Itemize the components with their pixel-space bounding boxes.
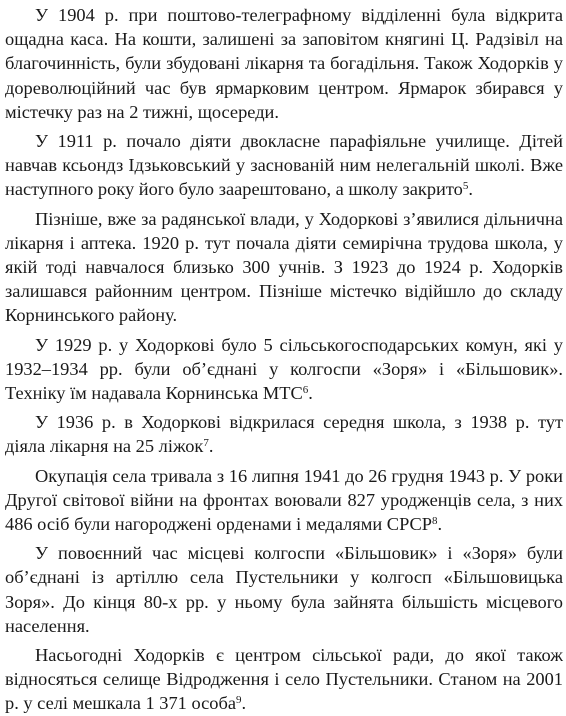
paragraph-4 [5,333,563,406]
paragraph-tail: . [437,514,443,535]
paragraph-text: У 1904 р. при поштово-телеграфному відділенні була відкрита ощадна каса. На кошти, залишені за заповітом княгині Ц. Радзівіл на благочинність, були збудовані лікарня та богадільня. Також Ходорків у дореволюційний час був ярмарковим центром. Ярмарок збирався у містечку раз на 2 тижні, щосереди. [5,5,563,122]
footnote-ref[interactable]: 6 [302,384,309,397]
paragraph-tail: . [308,383,313,404]
paragraph-tail: . [468,179,473,200]
paragraph-6 [5,464,563,537]
paragraph-7 [5,541,563,638]
footnote-ref[interactable]: 5 [462,180,469,193]
paragraph-text: Насьогодні Ходорків є центром сільської ради, до якої також відносяться селище Відродження і село Пустельники. Станом на 2001 р. у селі мешкала 1 371 особа [5,645,563,714]
paragraph-3 [5,207,563,328]
paragraph-text: Пізніше, вже за радянської влади, у Ходоркові з’явилися дільнична лікарня і аптека. 1920 р. тут почала діяти семирічна трудова школа, у якій тоді навчалося близько 300 учнів. З 1923 до 1924 р. Ходорків залишався районним центром. Пізніше містечко відійшло до складу Корнинського району. [5,208,563,326]
footnote-ref[interactable]: 9 [236,694,242,707]
paragraph-text: Окупація села тривала з 16 липня 1941 до 26 грудня 1943 р. У роки Другої світової війни на фронтах воювали 827 уродженців села, з них 486 осіб були нагороджені орденами і медалями СРСР [5,465,563,535]
paragraph-text: У 1929 р. у Ходоркові було 5 сільськогосподарських комун, які у 1932–1934 рр. були об’єднані у колгоспи «Зоря» і «Більшовик». Техніку їм надавала Корнинська МТС [5,334,563,404]
paragraph-text: У повоєнний час місцеві колгоспи «Більшовик» і «Зоря» були об’єднані із артіллю села Пустельники у колгосп «Більшовицька Зоря». До кінця 80-х рр. у ньому була зайнята більшість місцевого населення. [5,543,563,636]
paragraph-8 [5,643,563,716]
paragraph-tail: . [208,436,214,457]
paragraph-1 [5,3,563,124]
paragraph-text: У 1936 р. в Ходоркові відкрилася середня школа, з 1938 р. тут діяла лікарня на 25 ліжок [5,412,563,457]
footnote-ref[interactable]: 7 [203,437,209,450]
paragraph-text: У 1911 р. почало діяти двокласне парафіяльне училище. Дітей навчав ксьондз Ідзьковський у заснованій ним нелегальній школі. Вже наступного року його було заарештовано, а школу закрито [5,131,563,200]
footnote-ref[interactable]: 8 [432,515,438,528]
paragraph-2 [5,129,563,202]
paragraph-tail: . [241,693,247,714]
paragraph-5 [5,410,563,458]
